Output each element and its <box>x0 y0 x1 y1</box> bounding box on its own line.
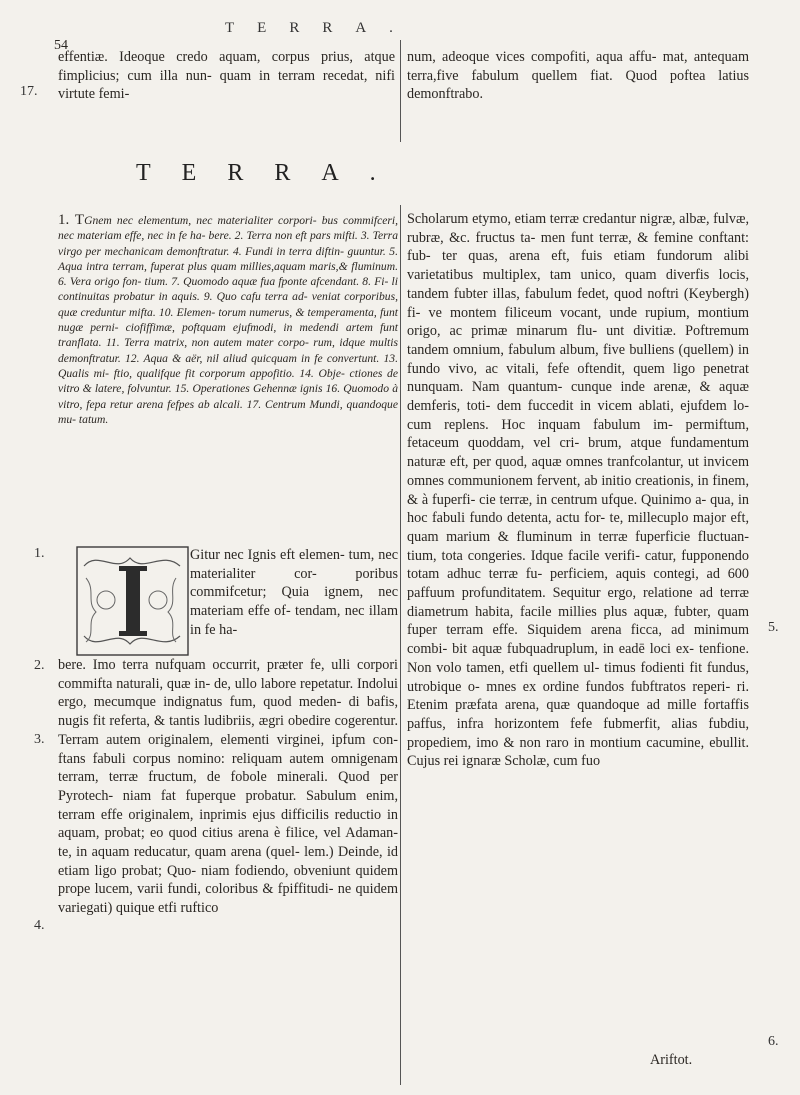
top-left-text: effentiæ. Ideoque credo aquam, corpus prius, atque fimplicius; cum illa nun- quam in terram recedat, nifi virtute femi- <box>58 49 395 103</box>
top-left-paragraph <box>58 48 395 104</box>
margin-number-3: 3. <box>34 732 45 747</box>
top-right-paragraph <box>407 48 749 104</box>
margin-number-17: 17. <box>20 84 38 99</box>
margin-number-1: 1. <box>34 546 45 561</box>
summary-lead: 1. T <box>58 212 85 228</box>
section-title: TERRA. <box>136 160 407 186</box>
top-right-text: num, adeoque vices compofiti, aqua affu- mat, antequam terra,five fabulum quellem fiat. Quod poftea latius demonftrabo. <box>407 49 749 103</box>
catchword: Ariftot. <box>650 1052 693 1068</box>
column-divider-top <box>400 40 401 142</box>
margin-number-2: 2. <box>34 658 45 673</box>
decorated-initial-i <box>76 546 189 656</box>
opening-paragraph-lines: Gitur nec Ignis eft elemen- tum, nec materialiter cor- poribus commifcetur; Quia ignem, nec materiam effe of- tendam, nec illam in fe ha- <box>190 547 398 638</box>
running-head: TERRA. <box>225 20 416 36</box>
page-number: 54 <box>54 38 68 53</box>
margin-number-6: 6. <box>768 1034 779 1049</box>
column-divider-main <box>400 205 401 1085</box>
ornament-icon <box>76 546 189 656</box>
margin-number-4: 4. <box>34 918 45 933</box>
margin-number-5: 5. <box>768 620 779 635</box>
body-right-column: Scholarum etymo, etiam terræ credantur nigræ, albæ, fulvæ, rubræ, &c. fructus ta- men funt terræ, & femine conftant: fub- ter quas, arena eft, fuis etiam fundorum alibi varietatibus multiplex, tam unico, quam diverfis locis, tandem fubter illas, fabulum fedet, quod noftri (Keybergh) fi- ve montem filiceum vocant, unde rupium, montium origo, ac primæ minarum flu- unt divitiæ. Poftremum tandem omnium, fabulum album, five bulliens (quellem) in fundo vivo, ac vitali, fefe oftendit, quem ligo penetrat nunquam. Nam quantum- cunque inde arenæ, & aquæ demferis, toti- dem fuccedit in vicem ablati, ejufdem lo- cum replens. Hoc inquam fabulum im- permiftum, fetaceum quoddam, vel cri- brum, atque fundamentum naturæ eft, per quod, aquæ omnes tranfcolantur, ut invicem omnes communionem fervent, ab initio creationis, in finem, & à fuperfi- cie terræ, in centrum ufque. Quinimo a- qua, in hoc fabuli fundo detenta, actu for- te, millecuplo major eft, quam marium & fluminum in terræ fuperficie fluctuan- tium, tota congeries. Idque facile verifi- catur, fupponendo totam adhuc terræ fu- perficiem, aquis contegi, ad 600 paffuum profunditatem. Sequitur ergo, relatione ad terræ diametrum habita, facile millies plus aquæ, fubter, quam fuper terram effe. Siquidem arena ficca, ad minimum combi- bit aquæ fubquadruplum, in eadē loci ex- tenfione. Non volo tamen, etfi quellem ul- timus fodienti fit fundus, utrobique o- mnes ex ordine fundos fubftratos reperi- ri. Etenim præfata arena, quæ quandoque ad mille fortaffis paffus, infra horizontem fefe fubmerfit, alias fubdiu, propediem, imo & non raro in montium cacumine, ebullit. Cujus rei ignaræ Scholæ, cum fuo <box>407 211 749 770</box>
summary-text: Gnem nec elementum, nec materialiter corpori- bus commifceri, nec materiam effe, nec in fe ha- bere. 2. Terra non eft pars mifti. 3. Terra virgo per mechanicam demonftratur. 4. Fundi in terra diftin- guuntur. 5. Aqua intra terram, fuperat plus quam millies,aquam maris,& fluminum. 6. Vera origo fon- tium. 7. Quomodo aquæ fua fponte afcendant. 8. Fi- li continuitas probatur in aquis. 9. Quo cafu terra ad- veniat corporibus, quæ creduntur mifta. 10. Elemen- torum numerus, & temperamenta, funt nugæ perni- ciofiffimæ, poftquam ejufmodi, in medendi artem funt tranflata. 11. Terra matrix, non autem mater corpo- rum, idque multis demonftratur. 12. Aqua & aër, nil aliud quicquam in fe convertunt. 13. Qualis mi- ftio, qualifque fit corporum appofitio. 14. Obje- ctiones de vitro & latere, folvuntur. 15. Operationes Gehennæ ignis 16. Quomodo à vitro, fepa retur arena fefpes ab alcali. 17. Centrum Mundi, quandoque mu- tatum. <box>58 214 398 426</box>
chapter-summary <box>58 213 398 427</box>
body-left-column: bere. Imo terra nufquam occurrit, præter fe, ulli corpori commifta naturali, quæ in- de, ullo labore repetatur. Indolui ergo, mecumque indignatus fum, quod meden- di bafis, nugis fit referta, & tantis ludibriis, ægri obedire cogerentur. Terram autem originalem, elementi virginei, ipfum con- ftans fabuli corpus nomino: reliquam autem omnigenam terram, terræ fructum, de fobole minerali. Quod per Pyrotech- niam fat fuperque probatur. Sabulum enim, terram effe originalem, inprimis ejus difficilis reductio in aquam, probat; eo quod citius arena è filice, vel Adaman- te, in aquam reducatur, quam arena (quel- lem.) Deinde, id etiam ligo probat; Quo- niam fodiendo, obveniunt quidem prope lucem, varii fundi, coloribus & fpiffitudi- ne quidem variegati) quique etfi ruftico <box>58 657 398 917</box>
